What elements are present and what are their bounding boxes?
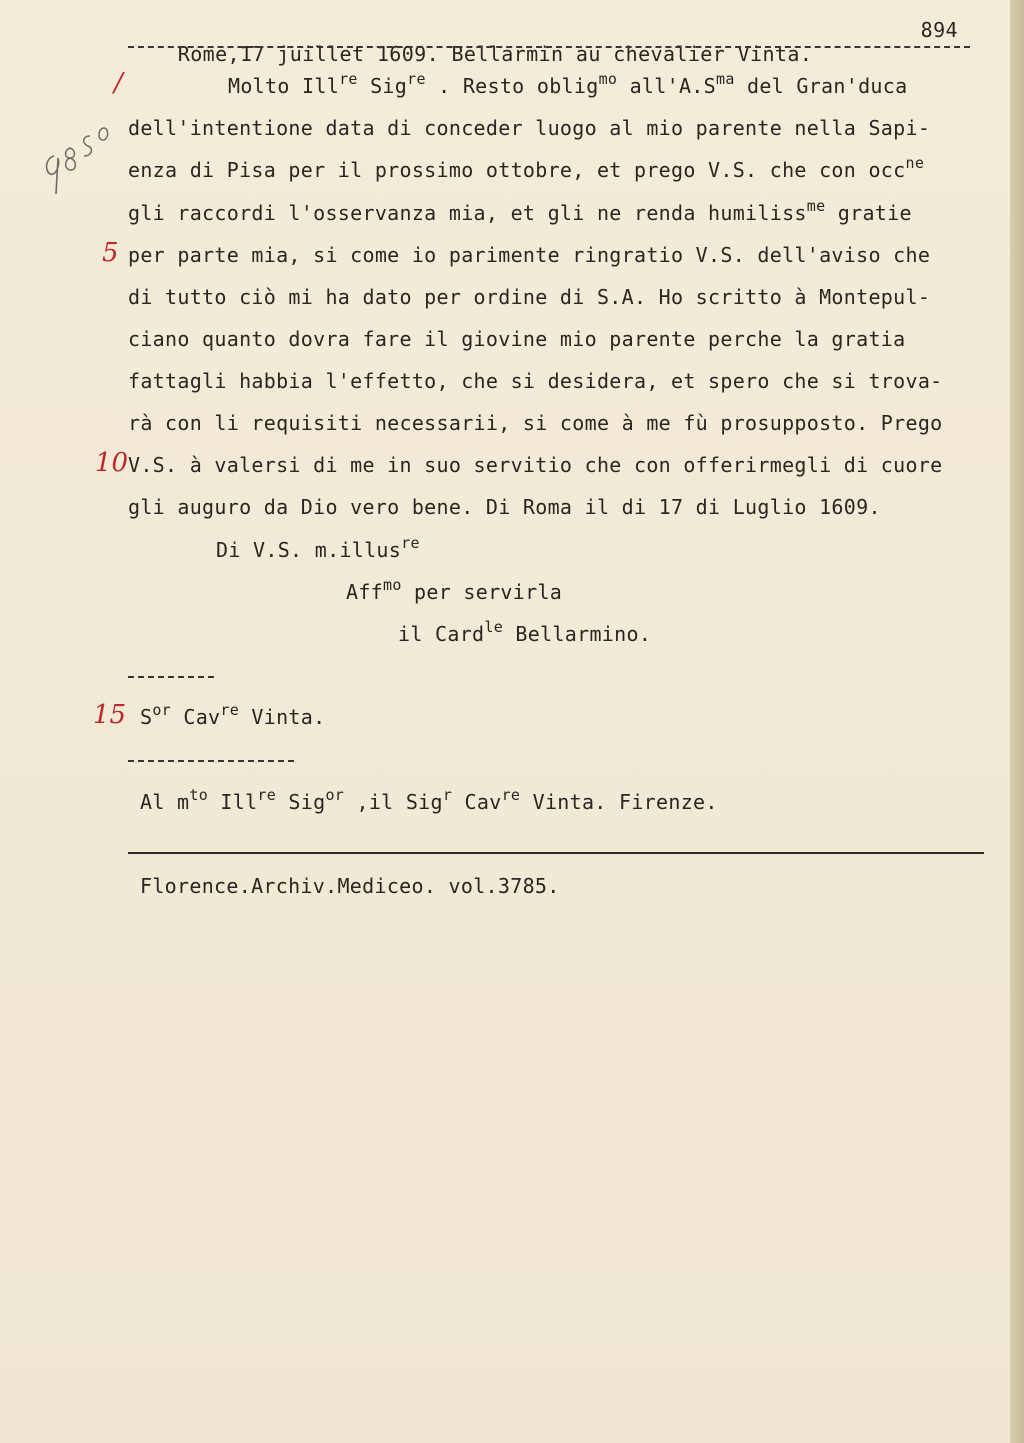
body-line-6: di tutto ciò mi ha dato per ordine di S.A. Ho scritto à Montepul-	[128, 285, 931, 309]
signature: il Card$^{le}$ Bellarmino.	[398, 618, 652, 646]
body-line-11: gli auguro da Dio vero bene. Di Roma il di 17 di Luglio 1609.	[128, 495, 881, 519]
body-line-9: rà con li requisiti necessarii, si come à me fù prosupposto. Prego	[128, 411, 943, 435]
pencil-annotation	[40, 118, 115, 198]
body-line-5: per parte mia, si come io parimente ringratio V.S. dell'aviso che	[128, 243, 931, 267]
margin-line-number-5: 5	[102, 238, 119, 268]
page-header	[128, 18, 970, 114]
separator-short	[128, 676, 214, 678]
archive-reference: Florence.Archiv.Mediceo. vol.3785.	[140, 874, 560, 898]
closing-salutation: Di V.S. m.illus$^{re}$	[216, 534, 420, 562]
body-line-10: V.S. à valersi di me in suo servitio che con offerirmegli di cuore	[128, 453, 943, 477]
header-divider	[128, 46, 970, 48]
page-edge	[1010, 0, 1024, 1443]
address-outer: Al $m^{to}$ Ill$^{re}$ Sig$^{or}$ ,il Sig$^r$ Cav$^{re}$ Vinta. Firenze.	[140, 786, 718, 814]
closing-service: Aff$^{mo}$ per servirla	[346, 576, 563, 604]
margin-line-number-1: /	[114, 68, 123, 98]
body-line-4: gli raccordi l'osservanza mia, et gli ne renda humiliss$^{me}$ gratie	[128, 197, 912, 225]
footer-rule	[128, 852, 984, 854]
body-line-2: dell'intentione data di conceder luogo al mio parente nella Sapi-	[128, 116, 931, 140]
page-number: 894	[920, 18, 958, 42]
separator-medium	[128, 760, 294, 762]
address-inner: $S^{or}$ Cav$^{re}$ Vinta.	[140, 701, 326, 729]
body-line-3: enza di Pisa per il prossimo ottobre, et prego V.S. che con occ$^{ne}$	[128, 154, 925, 182]
body-line-8: fattagli habbia l'effetto, che si desidera, et spero che si trova-	[128, 369, 943, 393]
body-line-7: ciano quanto dovra fare il giovine mio parente perche la gratia	[128, 327, 906, 351]
body-line-1: Molto Ill$^{re}$ Sig$^{re}$ . Resto oblig$^{mo}$ $all'A.S^{ma}$ del Gran'duca	[228, 70, 908, 98]
header-title: Rome,17 juillet 1609. Bellarmin au chevalier Vinta.	[177, 42, 813, 66]
margin-line-number-10: 10	[95, 448, 129, 478]
margin-line-number-15: 15	[93, 700, 127, 730]
